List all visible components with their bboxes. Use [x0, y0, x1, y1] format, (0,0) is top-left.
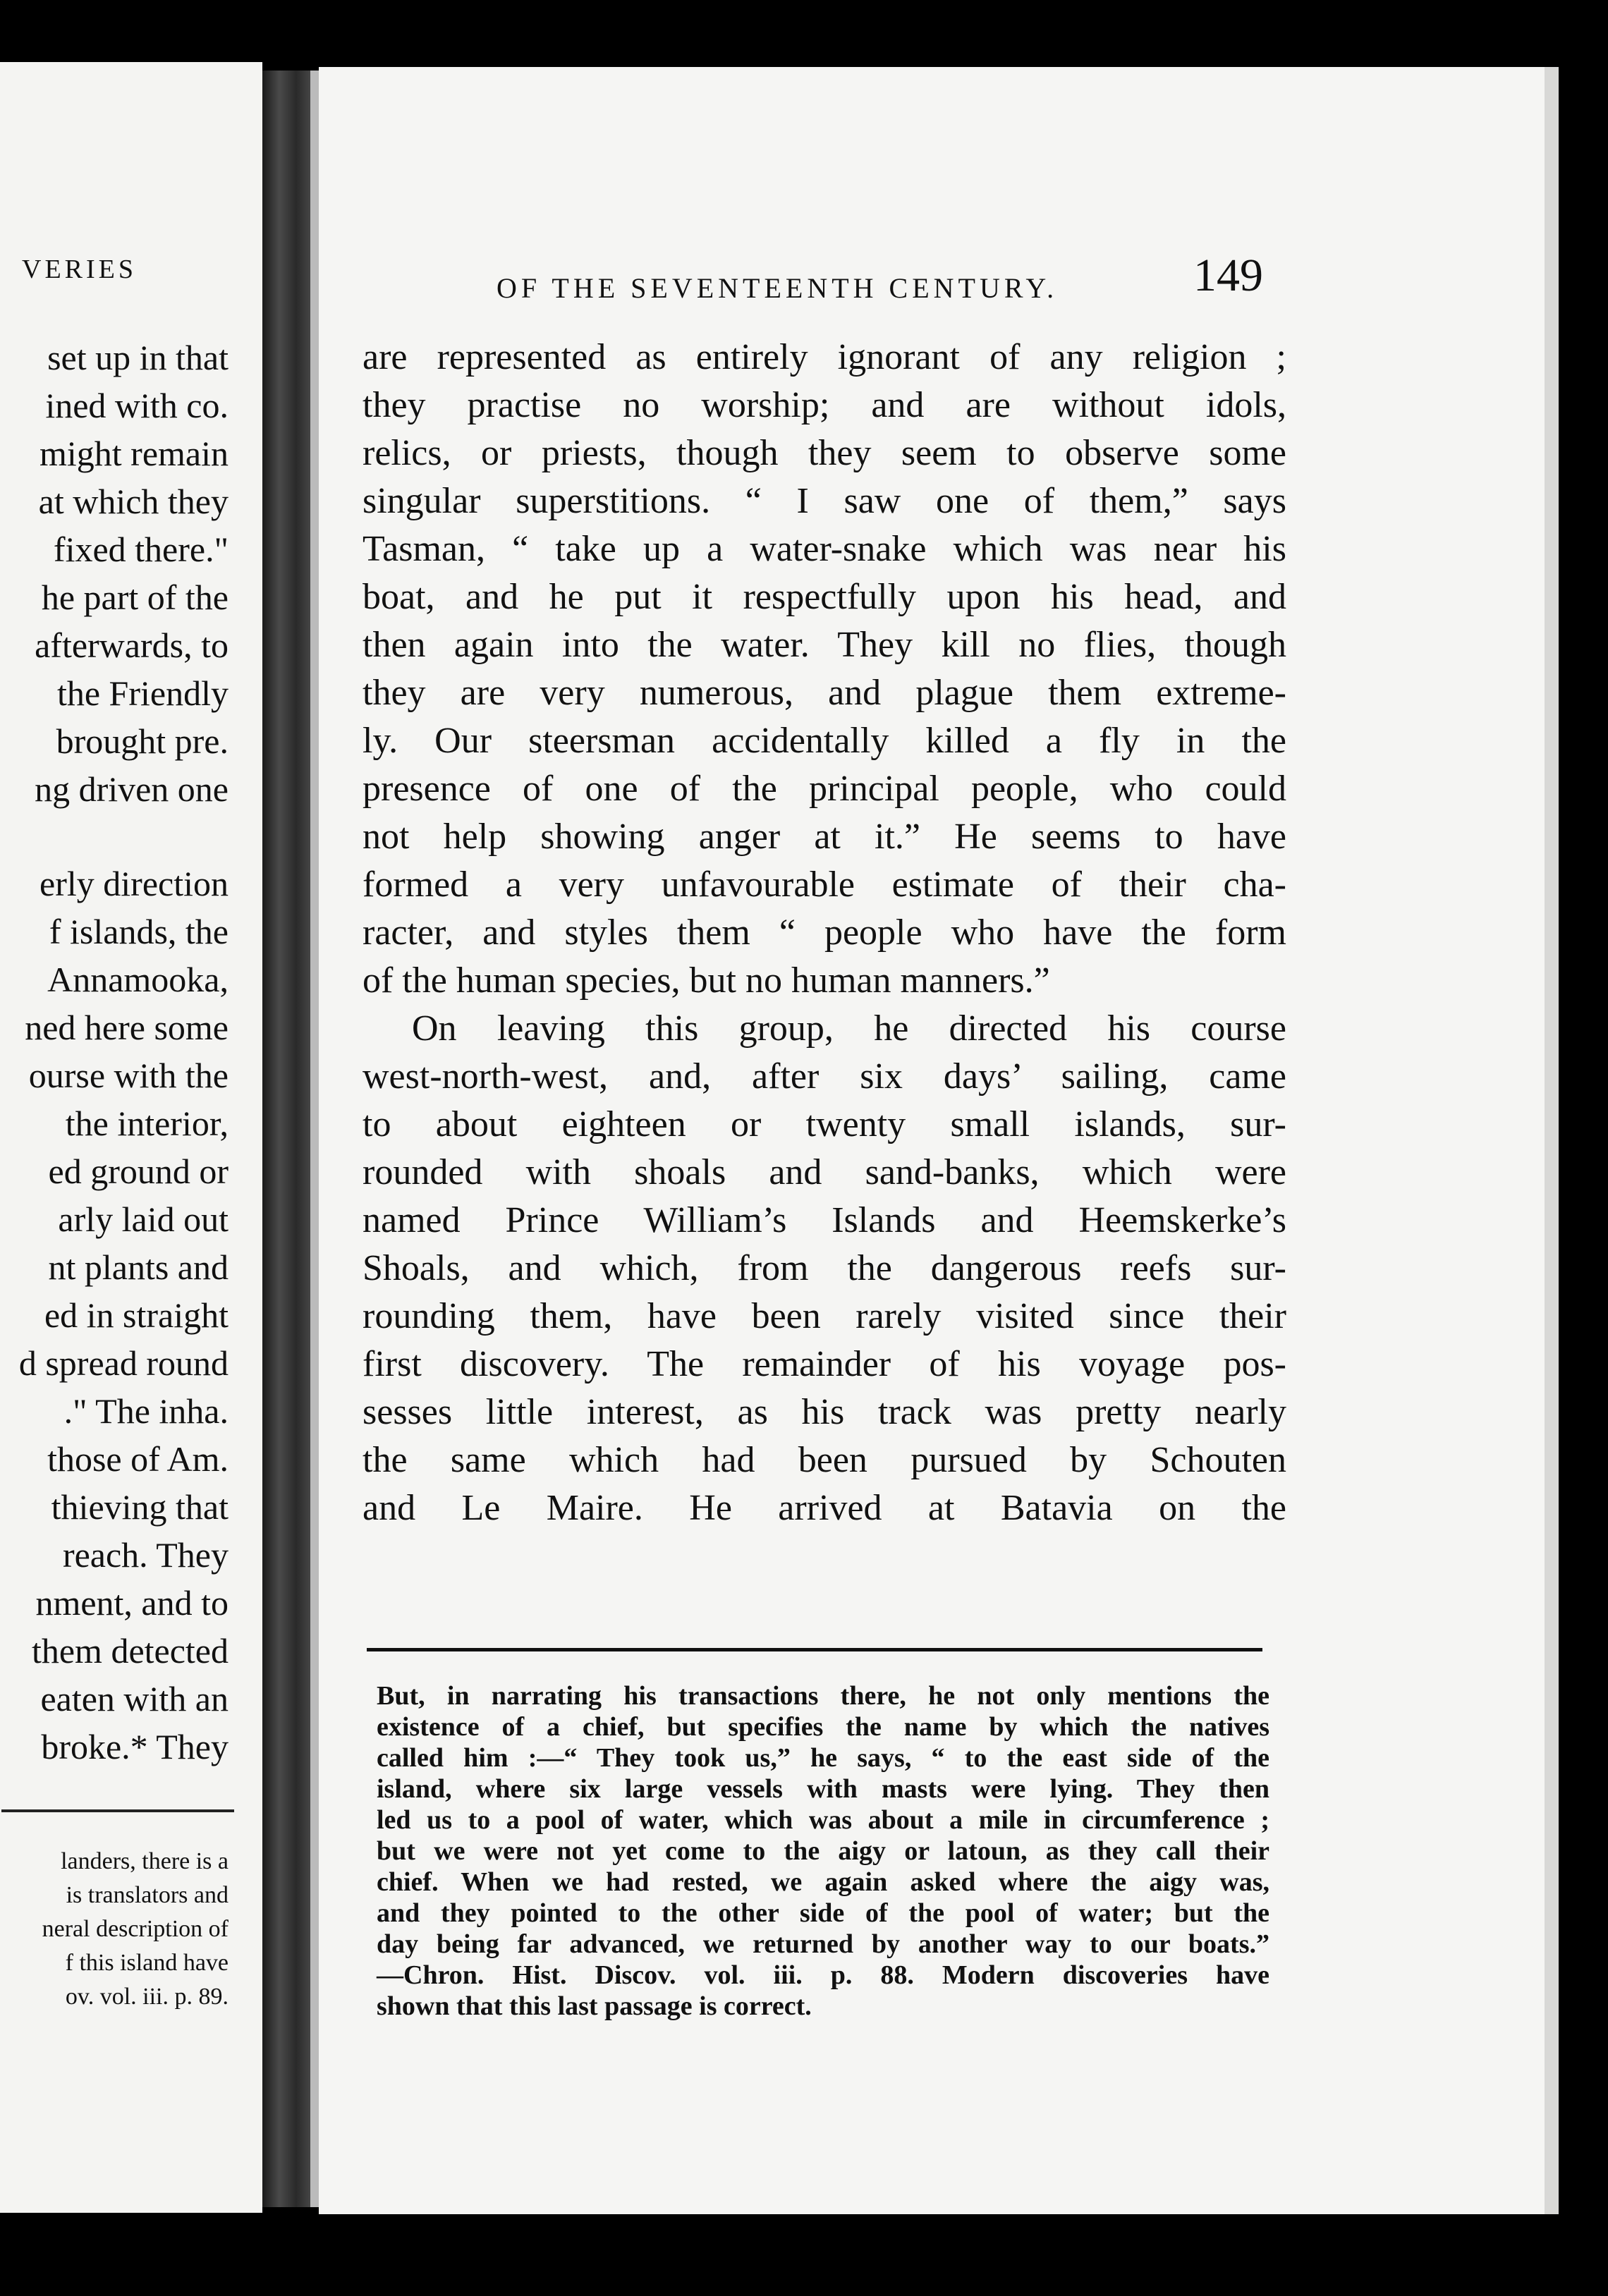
left-line: the interior,: [65, 1104, 229, 1143]
body-line: to about eighteen or twenty small islands, sur-: [363, 1104, 1286, 1144]
left-note-line: is translators and: [66, 1882, 229, 1908]
left-line: reach. They: [62, 1535, 229, 1575]
left-line: ined with co.: [45, 386, 229, 425]
body-line: of the human species, but no human manners.”: [363, 960, 1050, 1001]
footnote-line: and they pointed to the other side of the pool of water; but the: [377, 1898, 1269, 1928]
body-line: relics, or priests, though they seem to observe some: [363, 433, 1286, 473]
left-note-line: ov. vol. iii. p. 89.: [65, 1984, 229, 2010]
body-line: presence of one of the principal people, who could: [363, 769, 1286, 809]
footnote-rule: [367, 1648, 1262, 1651]
footnote-line: called him :—“ They took us,” he says, “ to the east side of the: [377, 1743, 1269, 1773]
footnote-line: But, in narrating his transactions there, he not only mentions the: [377, 1681, 1269, 1711]
body-line: racter, and styles them “ people who have the form: [363, 912, 1286, 953]
body-line: singular superstitions. “ I saw one of them,” says: [363, 481, 1286, 521]
left-line: d spread round: [18, 1343, 229, 1383]
left-footnote-rule: [1, 1809, 234, 1812]
left-line: ." The inha.: [63, 1391, 229, 1431]
left-line: those of Am.: [47, 1439, 229, 1479]
footnote-line: —Chron. Hist. Discov. vol. iii. p. 88. Modern discoveries have: [377, 1960, 1269, 1990]
body-line: boat, and he put it respectfully upon his head, and: [363, 577, 1286, 617]
left-note-line: neral description of: [42, 1916, 229, 1942]
body-line: Tasman, “ take up a water-snake which was near his: [363, 529, 1286, 569]
left-line: he part of the: [41, 578, 229, 617]
left-page-fragment: [0, 62, 262, 2213]
body-line: not help showing anger at it.” He seems to have: [363, 817, 1286, 857]
body-line: the same which had been pursued by Schouten: [363, 1440, 1286, 1480]
left-note-line: landers, there is a: [61, 1848, 229, 1874]
left-line: ed ground or: [48, 1152, 229, 1191]
body-line: sesses little interest, as his track was pretty nearly: [363, 1392, 1286, 1432]
footnote-line: existence of a chief, but specifies the name by which the natives: [377, 1712, 1269, 1742]
left-line: ng driven one: [35, 769, 229, 809]
left-line: ourse with the: [28, 1056, 229, 1095]
body-line: west-north-west, and, after six days’ sailing, came: [363, 1056, 1286, 1097]
body-line: Shoals, and which, from the dangerous reefs sur-: [363, 1248, 1286, 1288]
left-line: broke.* They: [41, 1727, 229, 1766]
body-line: rounding them, have been rarely visited since their: [363, 1296, 1286, 1336]
body-line: On leaving this group, he directed his course: [412, 1008, 1286, 1049]
left-line: erly direction: [39, 864, 229, 903]
body-line: they are very numerous, and plague them extreme-: [363, 673, 1286, 713]
footnote-line: day being far advanced, we returned by another way to our boats.”: [377, 1929, 1269, 1959]
left-line: f islands, the: [49, 912, 229, 951]
footnote: [377, 1680, 1269, 2022]
left-line: set up in that: [47, 338, 229, 377]
right-page: [319, 67, 1545, 2214]
footnote-line: led us to a pool of water, which was about a mile in circumference ;: [377, 1805, 1269, 1835]
running-head: OF THE SEVENTEENTH CENTURY.: [497, 272, 1059, 304]
body-line: ly. Our steersman accidentally killed a fly in the: [363, 721, 1286, 761]
footnote-line: shown that this last passage is correct.: [377, 1991, 812, 2021]
left-line: nt plants and: [48, 1247, 229, 1287]
left-note-line: f this island have: [65, 1950, 229, 1976]
left-line: ned here some: [25, 1008, 229, 1047]
page-edge: [1545, 67, 1559, 2214]
left-line: arly laid out: [58, 1199, 229, 1239]
left-line: ed in straight: [44, 1295, 229, 1335]
body-text: [363, 334, 1286, 1532]
left-line: them detected: [31, 1631, 229, 1671]
left-line: eaten with an: [40, 1679, 229, 1718]
page-number: 149: [1193, 250, 1263, 301]
body-line: first discovery. The remainder of his voyage pos-: [363, 1344, 1286, 1384]
body-line: they practise no worship; and are without idols,: [363, 385, 1286, 425]
body-line: rounded with shoals and sand-banks, which were: [363, 1152, 1286, 1192]
body-line: formed a very unfavourable estimate of their cha-: [363, 865, 1286, 905]
left-body-text: [19, 334, 229, 1771]
footnote-line: but we were not yet come to the aigy or latoun, as they call their: [377, 1836, 1269, 1866]
body-line: named Prince William’s Islands and Heemskerke’s: [363, 1200, 1286, 1240]
footnote-line: chief. When we had rested, we again asked where the aigy was,: [377, 1867, 1269, 1897]
left-line: nment, and to: [35, 1583, 229, 1623]
left-line: might remain: [39, 434, 229, 473]
left-line: thieving that: [51, 1487, 229, 1527]
left-line: fixed there.": [53, 530, 229, 569]
left-line: afterwards, to: [35, 625, 229, 665]
body-line: then again into the water. They kill no flies, though: [363, 625, 1286, 665]
body-line: and Le Maire. He arrived at Batavia on the: [363, 1488, 1286, 1528]
left-footnote: [42, 1845, 229, 2014]
footnote-line: island, where six large vessels with masts were lying. They then: [377, 1774, 1269, 1804]
left-line: the Friendly: [56, 673, 229, 713]
left-running-head: VERIES: [22, 255, 137, 284]
left-line: Annamooka,: [47, 960, 229, 999]
body-line: are represented as entirely ignorant of any religion ;: [363, 337, 1286, 377]
paragraph-gap: [19, 813, 229, 860]
left-line: brought pre.: [56, 721, 229, 761]
left-line: at which they: [38, 482, 229, 521]
